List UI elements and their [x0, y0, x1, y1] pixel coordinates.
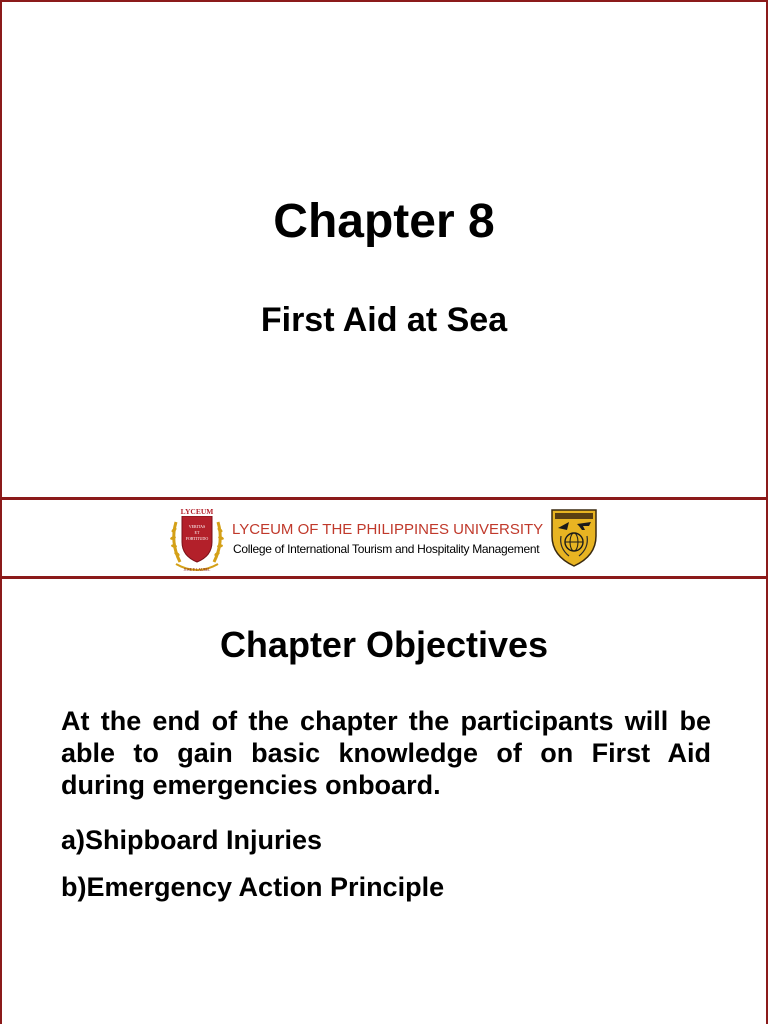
logo-banner-text: LYCEUM	[180, 507, 214, 516]
college-name: College of International Tourism and Hospitality Management	[233, 542, 540, 556]
chapter-subtitle: First Aid at Sea	[260, 301, 508, 339]
title-slide	[0, 0, 768, 500]
lyceum-seal-logo	[168, 504, 226, 574]
chapter-title: Chapter 8	[273, 195, 495, 248]
logo-motto-1: VERITAS	[188, 524, 206, 529]
objectives-title: Chapter Objectives	[219, 624, 549, 665]
objectives-intro: At the end of the chapter the participants will be able to gain basic knowledge of on First Aid during emergencies onboard.	[61, 706, 711, 800]
logo-ring-text: JOSE P. LAUREL	[183, 568, 211, 572]
citm-shield-logo	[549, 506, 599, 568]
university-name: LYCEUM OF THE PHILIPPINES UNIVERSITY	[232, 521, 544, 538]
university-footer	[0, 500, 768, 576]
objective-item: b)Emergency Action Principle	[61, 872, 445, 902]
logo-motto-2: ET	[194, 530, 200, 535]
objective-item: a)Shipboard Injuries	[61, 825, 323, 855]
logo-motto-3: FORTITUDO	[185, 536, 209, 541]
objectives-slide	[0, 576, 768, 1024]
